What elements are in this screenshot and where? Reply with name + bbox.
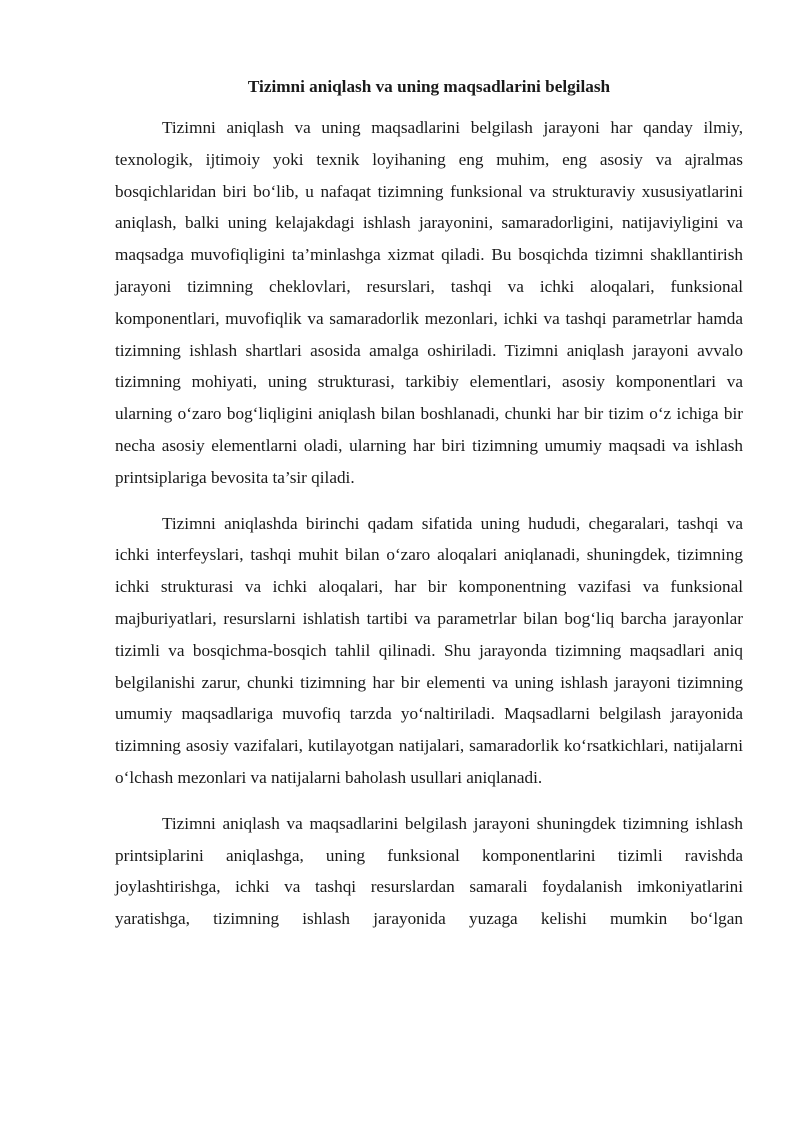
paragraph-3: Tizimni aniqlash va maqsadlarini belgilash jarayoni shuningdek tizimning ishlash printsiplarini aniqlashga, uning funksional komponentlarini tizimli ravishda joylashtirishga, ichki va tashqi resurslardan samarali foydalanish imkoniyatlarini yaratishga, tizimning ishlash jarayonida yuzaga kelishi mumkin bo‘lgan: [115, 813, 743, 929]
document-page: [115, 72, 743, 935]
paragraph-2: Tizimni aniqlashda birinchi qadam sifatida uning hududi, chegaralari, tashqi va ichki interfeyslari, tashqi muhit bilan o‘zaro aloqalari aniqlanadi, shuningdek, tizimning ichki strukturasi va ichki aloqalari, har bir komponentning vazifasi va funksional majburiyatlari, resurslarni ishlatish tartibi va parametrlar bilan bog‘liq barcha jarayonlar tizimli va bosqichma-bosqich tahlil qilinadi. Shu jarayonda tizimning maqsadlari aniq belgilanishi zarur, chunki tizimning har bir elementi va uning ishlash jarayoni tizimning umumiy maqsadlariga muvofiq tarzda yo‘naltiriladi. Maqsadlarni belgilash jarayonida tizimning asosiy vazifalari, kutilayotgan natijalari, samaradorlik ko‘rsatkichlari, natijalarni o‘lchash mezonlari va natijalarni baholash usullari aniqlanadi.: [115, 513, 743, 787]
document-title: Tizimni aniqlash va uning maqsadlarini belgilash: [247, 77, 611, 96]
paragraph-1: Tizimni aniqlash va uning maqsadlarini belgilash jarayoni har qanday ilmiy, texnologik, ijtimoiy yoki texnik loyihaning eng muhim, eng asosiy va ajralmas bosqichlaridan biri bo‘lib, u nafaqat tizimning funksional va strukturaviy xususiyatlarini aniqlash, balki uning kelajakdagi ishlash jarayonini, samaradorligini, natijaviyligini va maqsadga muvofiqligini ta’minlashga xizmat qiladi. Bu bosqichda tizimni shakllantirish jarayoni tizimning cheklovlari, resurslari, tashqi va ichki aloqalari, funksional komponentlari, muvofiqlik va samaradorlik mezonlari, ichki va tashqi parametrlar hamda tizimning ishlash shartlari asosida amalga oshiriladi. Tizimni aniqlash jarayoni avvalo tizimning mohiyati, uning strukturasi, tarkibiy elementlari, asosiy komponentlari va ularning o‘zaro bog‘liqligini aniqlash bilan boshlanadi, chunki har bir tizim o‘z ichiga bir necha asosiy elementlarni oladi, ularning har biri tizimning umumiy maqsadi va ishlash printsiplariga bevosita ta’sir qiladi.: [115, 118, 743, 487]
